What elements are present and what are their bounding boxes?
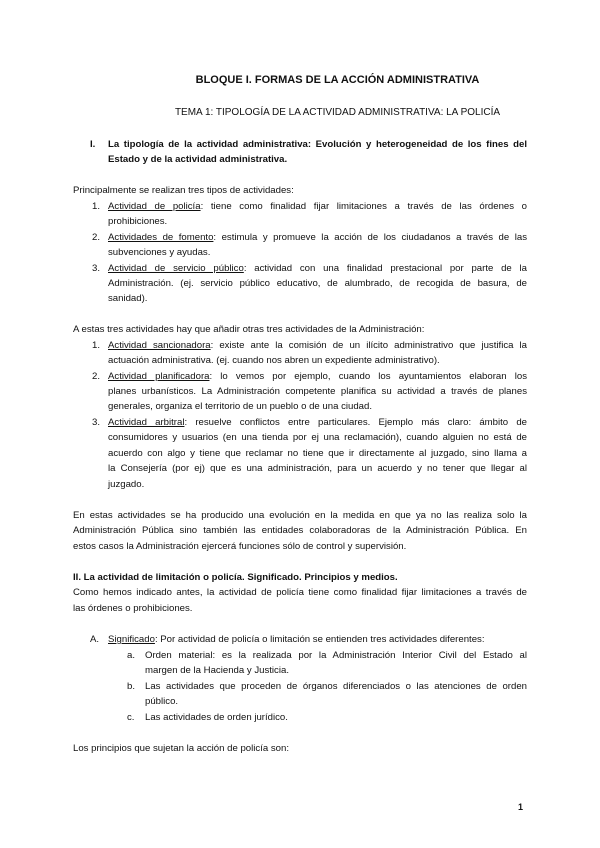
sectionA-item-a-letter: a. <box>127 650 136 661</box>
section2-line2: las órdenes o prohibiciones. <box>73 603 193 614</box>
list1-item3-line1: Actividad de servicio público: actividad con una finalidad prestacional por parte de la <box>108 263 527 274</box>
sectionA-letter: A. <box>90 634 100 645</box>
section1-heading-line1: La tipología de la actividad administrativa: Evolución y heterogeneidad de los fines del <box>108 139 527 150</box>
list2-item2-line2: planes urbanísticos. La Administración competente planifica su actividad a través de planes <box>108 386 527 397</box>
sectionA-item-b-line1: Las actividades que proceden de órganos diferenciados o las atenciones de orden <box>145 681 527 692</box>
intro-paragraph-2: A estas tres actividades hay que añadir otras tres actividades de la Administración: <box>73 324 425 335</box>
list2-item1-line1: Actividad sancionadora: existe ante la comisión de un ilícito administrativo que justifica la <box>108 340 527 351</box>
list2-item1-number: 1. <box>92 340 101 351</box>
list1-item3-line2: Administración. (ej. servicio público educativo, de alumbrado, de recogida de basura, de <box>108 278 527 289</box>
list1-item2-line1: Actividades de fomento: estimula y promueve la acción de los ciudadanos a través de las <box>108 232 527 243</box>
list2-item2-number: 2. <box>92 371 101 382</box>
list1-item2-term: Actividades de fomento <box>108 232 214 243</box>
list1-item3-term: Actividad de servicio público <box>108 263 244 274</box>
list1-item3-number: 3. <box>92 263 101 274</box>
evolution-paragraph-line3: estos casos la Administración ejercerá funciones sólo de control y supervisión. <box>73 541 407 552</box>
document-title: BLOQUE I. FORMAS DE LA ACCIÓN ADMINISTRATIVA <box>195 74 480 86</box>
sectionA-item-c-letter: c. <box>127 712 135 723</box>
intro-paragraph-1: Principalmente se realizan tres tipos de actividades: <box>73 185 294 196</box>
list2-item3-line4: la Consejería (por ej) que es una administración, para un acuerdo y no tener que llegar al <box>108 463 527 474</box>
list1-item1-line2: prohibiciones. <box>108 216 168 227</box>
list1-item1-line1: Actividad de policía: tiene como finalidad fijar limitaciones a través de las órdenes o <box>108 201 528 212</box>
sectionA-item-a-line1: Orden material: es la realizada por la Administración Interior Civil del Estado al <box>145 650 527 661</box>
list1-item1-term: Actividad de policía <box>108 201 201 212</box>
list2-item1-line2: actuación administrativa. (ej. cuando nos abren un expediente administrativo). <box>108 355 440 366</box>
list1-item2-line2: subvenciones y ayudas. <box>108 247 211 258</box>
list2-item2-line1: Actividad planificadora: lo vemos por ejemplo, cuando los ayuntamientos elaboran los <box>108 371 527 382</box>
list2-item3-number: 3. <box>92 417 101 428</box>
list1-item2-number: 2. <box>92 232 101 243</box>
document-subtitle: TEMA 1: TIPOLOGÍA DE LA ACTIVIDAD ADMINISTRATIVA: LA POLICÍA <box>174 107 501 118</box>
section1-numeral: I. <box>90 139 96 150</box>
list2-item2-line3: generales, organiza el territorio de un pueblo o de una ciudad. <box>108 401 373 412</box>
evolution-paragraph-line2: Administración Pública sino también las entidades colaboradoras de la Administración Pública. En <box>73 525 527 536</box>
list2-item2-term: Actividad planificadora <box>108 371 210 382</box>
sectionA-term: Significado <box>108 634 155 645</box>
list2-item3-line2: consumidores y usuarios (en una tienda por ej una reclamación), cuando alguien no está de <box>108 432 527 443</box>
section2-heading: II. La actividad de limitación o policía. Significado. Principios y medios. <box>73 572 398 583</box>
sectionA-line: Significado: Por actividad de policía o limitación se entienden tres actividades diferentes: <box>108 634 485 645</box>
list2-item1-term: Actividad sancionadora <box>108 340 211 351</box>
list2-item3-term: Actividad arbitral <box>108 417 185 428</box>
list2-item3-line5: juzgado. <box>108 479 145 490</box>
evolution-paragraph-line1: En estas actividades se ha producido una evolución en la medida en que ya no las realiza solo la <box>73 510 527 521</box>
closing-line: Los principios que sujetan la acción de policía son: <box>73 743 289 754</box>
section1-heading-line2: Estado y de la actividad administrativa. <box>108 154 288 165</box>
page-number: 1 <box>518 802 524 812</box>
list1-item3-line3: sanidad). <box>108 293 148 304</box>
list2-item3-line1: Actividad arbitral: resuelve conflictos entre particulares. Ejemplo más claro: ámbito de <box>108 417 527 428</box>
list2-item3-line3: acuerdo con algo y tiene que reclamar no tiene que ir directamente al juzgado, sino llama a <box>108 448 527 459</box>
section2-line1: Como hemos indicado antes, la actividad de policía tiene como finalidad fijar limitaciones a través de <box>73 587 527 598</box>
sectionA-item-c-line1: Las actividades de orden jurídico. <box>145 712 288 723</box>
list1-item1-number: 1. <box>92 201 101 212</box>
sectionA-item-a-line2: margen de la Hacienda y Justicia. <box>145 665 289 676</box>
sectionA-item-b-letter: b. <box>127 681 136 692</box>
sectionA-item-b-line2: público. <box>145 696 179 707</box>
